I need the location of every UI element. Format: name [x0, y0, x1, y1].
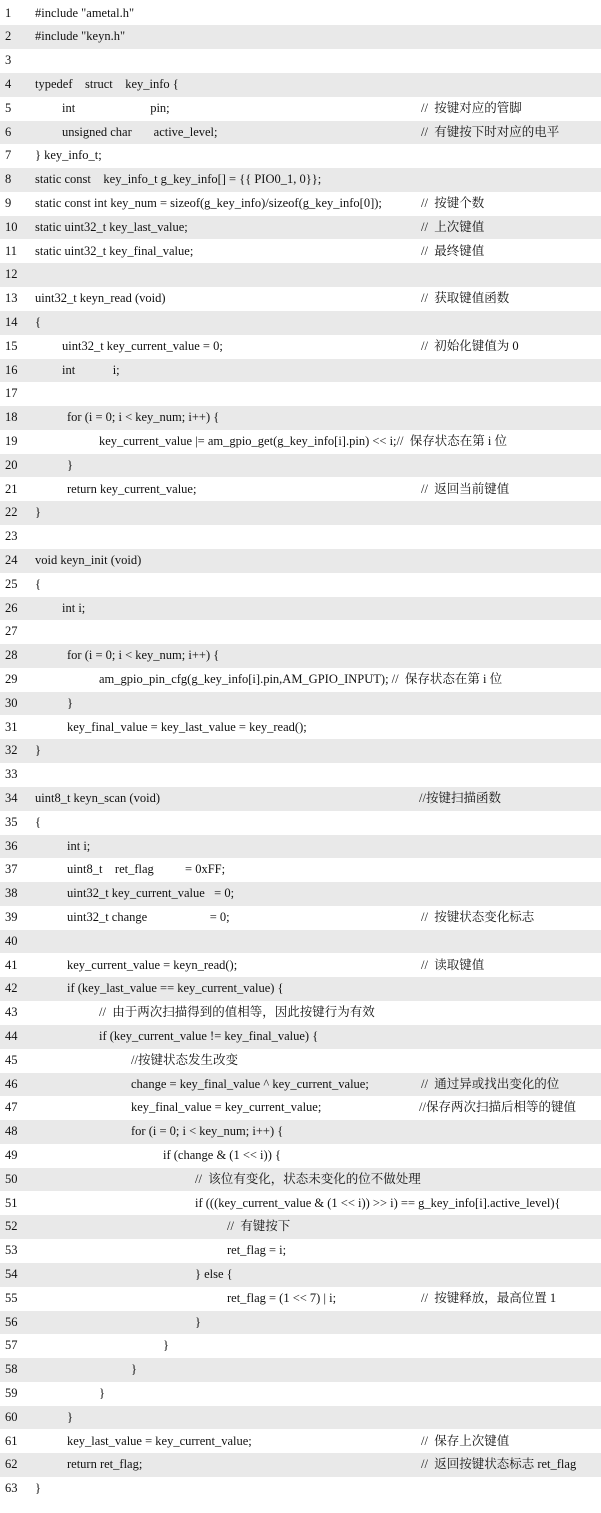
code-text: {	[35, 576, 41, 591]
line-number: 53	[5, 1243, 18, 1258]
code-text: if (key_current_value != key_final_value) {	[99, 1028, 319, 1043]
code-line	[0, 478, 601, 502]
code-line	[0, 620, 601, 644]
code-line	[0, 1406, 601, 1430]
code-text: uint32_t keyn_read (void)	[35, 291, 166, 306]
line-number: 59	[5, 1385, 18, 1400]
line-number: 27	[5, 624, 18, 639]
code-line	[0, 549, 601, 573]
code-line	[0, 1049, 601, 1073]
line-number: 1	[5, 5, 12, 20]
line-number: 36	[5, 838, 18, 853]
code-line	[0, 2, 601, 26]
code-line	[0, 954, 601, 978]
code-line	[0, 858, 601, 882]
line-number: 39	[5, 909, 18, 924]
code-text: //按键状态发生改变	[131, 1052, 238, 1067]
line-number: 34	[5, 790, 18, 805]
code-text: } key_info_t;	[35, 148, 102, 163]
code-text: key_current_value |= am_gpio_get(g_key_info[i].pin) << i;// 保存状态在第 i 位	[99, 433, 507, 448]
line-number: 26	[5, 600, 18, 615]
line-number: 47	[5, 1100, 18, 1115]
code-text: key_final_value = key_last_value = key_read();	[67, 719, 307, 734]
line-number: 44	[5, 1028, 18, 1043]
code-line	[0, 1287, 601, 1311]
line-number: 56	[5, 1314, 18, 1329]
code-text: }	[67, 695, 73, 710]
code-comment: // 获取键值函数	[421, 291, 510, 306]
code-text: }	[67, 1409, 73, 1424]
code-text: // 由于两次扫描得到的值相等，因此按键行为有效	[99, 1005, 375, 1020]
code-text: // 该位有变化，状态未变化的位不做处理	[195, 1171, 421, 1186]
code-line	[0, 1001, 601, 1025]
code-line	[0, 49, 601, 73]
code-line	[0, 1453, 601, 1477]
line-number: 4	[5, 76, 12, 91]
code-text: static uint32_t key_final_value;	[35, 243, 194, 258]
code-comment: // 按键个数	[421, 195, 485, 210]
code-text: change = key_final_value ^ key_current_value;	[131, 1076, 369, 1091]
code-line	[0, 97, 601, 121]
code-line	[0, 1120, 601, 1144]
code-line	[0, 597, 601, 621]
code-text: ret_flag = i;	[227, 1243, 287, 1258]
code-line	[0, 1430, 601, 1454]
line-number: 30	[5, 695, 18, 710]
line-number: 5	[5, 100, 12, 115]
code-line	[0, 1144, 601, 1168]
code-text: key_current_value = keyn_read();	[67, 957, 238, 972]
code-line	[0, 121, 601, 145]
code-text: if (key_last_value == key_current_value) {	[67, 981, 284, 996]
code-comment: // 返回按键状态标志 ret_flag	[421, 1457, 577, 1472]
line-number: 50	[5, 1171, 18, 1186]
code-text: uint32_t key_current_value = 0;	[67, 886, 235, 901]
line-number: 18	[5, 410, 18, 425]
code-text: uint8_t ret_flag = 0xFF;	[67, 862, 226, 877]
code-line	[0, 1311, 601, 1335]
line-number: 20	[5, 457, 18, 472]
code-line	[0, 692, 601, 716]
line-number: 37	[5, 862, 18, 877]
line-number: 11	[5, 243, 18, 258]
line-number: 57	[5, 1338, 18, 1353]
line-number: 8	[5, 172, 12, 187]
line-number: 23	[5, 529, 18, 544]
code-line	[0, 311, 601, 335]
line-number: 54	[5, 1266, 18, 1281]
code-line	[0, 1382, 601, 1406]
code-line	[0, 739, 601, 763]
code-comment: // 上次键值	[421, 219, 485, 234]
line-number: 61	[5, 1433, 18, 1448]
code-text: if (change & (1 << i)) {	[163, 1147, 281, 1162]
code-comment: // 通过异或找出变化的位	[421, 1076, 560, 1091]
code-line	[0, 1215, 601, 1239]
line-number: 24	[5, 552, 18, 567]
line-number: 63	[5, 1481, 18, 1496]
code-text: unsigned char active_level;	[62, 124, 218, 139]
code-text: {	[35, 814, 41, 829]
code-line	[0, 1073, 601, 1097]
code-text: {	[35, 314, 41, 329]
code-text: am_gpio_pin_cfg(g_key_info[i].pin,AM_GPIO_INPUT); // 保存状态在第 i 位	[99, 671, 503, 686]
line-number: 60	[5, 1409, 18, 1424]
code-comment: // 初始化键值为 0	[421, 338, 519, 353]
code-text: uint32_t change = 0;	[67, 909, 230, 924]
code-text: }	[99, 1385, 105, 1400]
code-line	[0, 930, 601, 954]
code-text: } else {	[195, 1266, 233, 1281]
code-line	[0, 1334, 601, 1358]
code-comment: // 有键按下时对应的电平	[421, 124, 560, 139]
line-number: 48	[5, 1124, 18, 1139]
code-comment: // 读取键值	[421, 957, 485, 972]
code-line	[0, 573, 601, 597]
code-text: key_last_value = key_current_value;	[67, 1433, 252, 1448]
code-line	[0, 977, 601, 1001]
line-number: 16	[5, 362, 18, 377]
code-comment: // 保存上次键值	[421, 1433, 510, 1448]
code-line	[0, 406, 601, 430]
code-comment: // 返回当前键值	[421, 481, 510, 496]
code-comment: // 按键状态变化标志	[421, 909, 535, 924]
code-text: }	[67, 457, 73, 472]
code-line	[0, 25, 601, 49]
line-number: 19	[5, 433, 18, 448]
line-number: 17	[5, 386, 18, 401]
code-line	[0, 501, 601, 525]
code-line	[0, 1025, 601, 1049]
line-number: 51	[5, 1195, 18, 1210]
line-number: 32	[5, 743, 18, 758]
code-line	[0, 1358, 601, 1382]
line-number: 7	[5, 148, 12, 163]
code-line	[0, 1096, 601, 1120]
line-number: 52	[5, 1219, 18, 1234]
line-number: 6	[5, 124, 12, 139]
code-line	[0, 382, 601, 406]
code-line	[0, 216, 601, 240]
code-comment: // 按键释放，最高位置 1	[421, 1290, 557, 1305]
line-number: 35	[5, 814, 18, 829]
line-number: 62	[5, 1457, 18, 1472]
code-comment: //按键扫描函数	[419, 790, 501, 805]
line-number: 25	[5, 576, 18, 591]
code-text: int i;	[62, 600, 86, 615]
line-number: 38	[5, 886, 18, 901]
code-line	[0, 430, 601, 454]
code-text: if (((key_current_value & (1 << i)) >> i) == g_key_info[i].active_level){	[195, 1195, 561, 1210]
code-text: }	[35, 743, 41, 758]
code-text: typedef struct key_info {	[35, 76, 179, 91]
code-line	[0, 1477, 601, 1501]
code-text: }	[35, 1481, 41, 1496]
code-line	[0, 1239, 601, 1263]
line-number: 3	[5, 53, 12, 68]
code-text: uint8_t keyn_scan (void)	[35, 790, 160, 805]
code-line	[0, 668, 601, 692]
code-text: for (i = 0; i < key_num; i++) {	[67, 648, 220, 663]
line-number: 41	[5, 957, 18, 972]
code-line	[0, 287, 601, 311]
code-text: static uint32_t key_last_value;	[35, 219, 188, 234]
code-line	[0, 835, 601, 859]
code-text: }	[131, 1362, 137, 1377]
code-text: int pin;	[62, 100, 170, 115]
code-line	[0, 811, 601, 835]
line-number: 31	[5, 719, 18, 734]
line-number: 49	[5, 1147, 18, 1162]
code-line	[0, 1168, 601, 1192]
line-number: 33	[5, 767, 18, 782]
code-line	[0, 644, 601, 668]
code-line	[0, 1192, 601, 1216]
code-line	[0, 263, 601, 287]
line-number: 9	[5, 195, 12, 210]
code-line	[0, 906, 601, 930]
code-text: }	[163, 1338, 169, 1353]
line-number: 15	[5, 338, 18, 353]
code-line	[0, 763, 601, 787]
line-number: 58	[5, 1362, 18, 1377]
line-number: 29	[5, 671, 18, 686]
code-line	[0, 73, 601, 97]
code-text: ret_flag = (1 << 7) | i;	[227, 1290, 337, 1305]
code-line	[0, 240, 601, 264]
code-line	[0, 1263, 601, 1287]
code-text: #include "ametal.h"	[35, 5, 135, 20]
line-number: 22	[5, 505, 18, 520]
line-number: 40	[5, 933, 18, 948]
line-number: 21	[5, 481, 18, 496]
code-line	[0, 716, 601, 740]
line-number: 13	[5, 291, 18, 306]
code-text: #include "keyn.h"	[35, 29, 126, 44]
code-text: }	[35, 505, 41, 520]
line-number: 45	[5, 1052, 18, 1067]
line-number: 28	[5, 648, 18, 663]
code-line	[0, 168, 601, 192]
code-text: return key_current_value;	[67, 481, 197, 496]
code-text: int i;	[62, 362, 120, 377]
code-comment: // 最终键值	[421, 243, 485, 258]
line-number: 12	[5, 267, 18, 282]
line-number: 43	[5, 1005, 18, 1020]
line-number: 46	[5, 1076, 18, 1091]
code-text: static const int key_num = sizeof(g_key_info)/sizeof(g_key_info[0]);	[35, 195, 382, 210]
code-line	[0, 882, 601, 906]
line-number: 42	[5, 981, 18, 996]
code-text: int i;	[67, 838, 91, 853]
code-text: }	[195, 1314, 201, 1329]
code-line	[0, 144, 601, 168]
code-text: for (i = 0; i < key_num; i++) {	[67, 410, 220, 425]
code-text: // 有键按下	[227, 1219, 291, 1234]
code-line	[0, 525, 601, 549]
code-line	[0, 335, 601, 359]
code-comment: //保存两次扫描后相等的键值	[419, 1100, 576, 1115]
code-text: for (i = 0; i < key_num; i++) {	[131, 1124, 284, 1139]
code-text: key_final_value = key_current_value;	[131, 1100, 322, 1115]
code-line	[0, 787, 601, 811]
line-number: 2	[5, 29, 12, 44]
line-number: 55	[5, 1290, 18, 1305]
code-comment: // 按键对应的管脚	[421, 100, 522, 115]
code-line	[0, 192, 601, 216]
line-number: 14	[5, 314, 18, 329]
code-line	[0, 359, 601, 383]
code-line	[0, 454, 601, 478]
code-text: uint32_t key_current_value = 0;	[62, 338, 223, 353]
code-text: return ret_flag;	[67, 1457, 143, 1472]
code-text: void keyn_init (void)	[35, 552, 142, 567]
line-number: 10	[5, 219, 18, 234]
code-text: static const key_info_t g_key_info[] = {{ PIO0_1, 0}};	[35, 172, 322, 187]
